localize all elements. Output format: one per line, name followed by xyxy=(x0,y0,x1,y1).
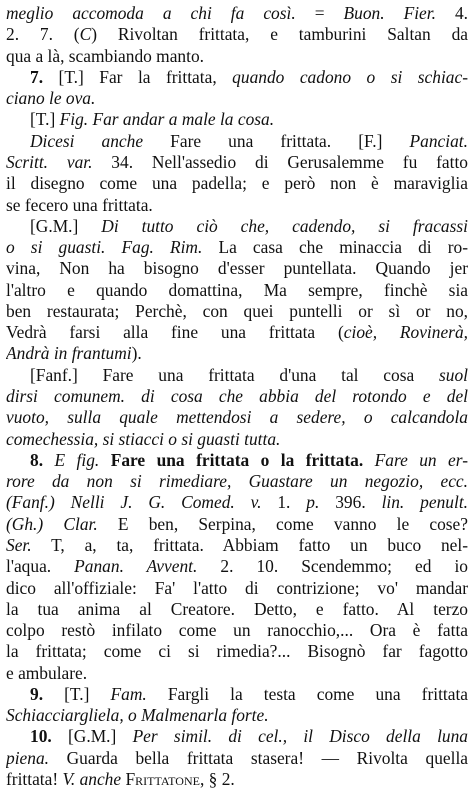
text-run: C xyxy=(79,24,92,44)
text-run: [T.] Far la frittata, xyxy=(58,67,233,87)
text-run: Guarda bella frittata stasera! — Rivolta quella xyxy=(48,748,468,768)
text-run: Panan. Avvent. xyxy=(74,556,198,576)
text-run: Dicesi anche xyxy=(30,131,144,151)
text-run: lin. penult. xyxy=(381,492,468,512)
text-run: E fig. xyxy=(54,450,100,470)
text-run: quando cadono o si schiac- xyxy=(232,67,468,87)
text-line xyxy=(6,87,468,110)
text-line xyxy=(6,534,468,557)
text-run: e ambulare. xyxy=(6,663,88,683)
text-run: , § 2. xyxy=(199,769,235,789)
text-line xyxy=(6,619,468,642)
text-run: cioè, Rovinerà, xyxy=(343,322,468,342)
text-run: suol xyxy=(439,365,468,385)
text-line xyxy=(30,683,468,706)
text-run: Fare un er- xyxy=(363,450,468,470)
text-line xyxy=(6,513,468,536)
text-run: Fare una frittata. [F.] xyxy=(143,131,410,151)
text-run: Ser. xyxy=(6,535,32,555)
text-line xyxy=(6,2,468,25)
text-run xyxy=(235,492,251,512)
text-run: [T.] xyxy=(64,684,111,704)
text-run: dirsi comunem. di cosa che abbia del rotondo e del xyxy=(6,386,468,406)
text-run: 34. Nell'assedio di Gerusalemme fu fatto xyxy=(92,152,468,172)
text-run: Fig. Far andar a male la cosa. xyxy=(59,109,275,129)
text-line xyxy=(6,491,468,514)
text-run: Andrà in frantumi xyxy=(6,343,132,363)
text-run: Per simil. di cel., il Disco della luna xyxy=(132,726,468,746)
text-run: = xyxy=(295,3,344,23)
text-line xyxy=(6,257,468,280)
text-run: [G.M.] xyxy=(30,216,102,236)
text-run: [G.M.] xyxy=(68,726,133,746)
text-run: (Fanf.) Nelli J. G. Comed. xyxy=(6,492,235,512)
text-line xyxy=(30,725,468,748)
text-run: Schiacciargliela, o Malmenarla forte. xyxy=(6,705,269,725)
text-run: Vedrà farsi alla fine una frittata ( xyxy=(6,322,344,342)
text-run: la frittata; come ci si rimedia?... Bisognò far fagotto xyxy=(6,641,468,661)
text-line xyxy=(6,577,468,600)
text-line xyxy=(30,364,468,387)
text-run: o si guasti. Fag. Rim. xyxy=(6,237,203,257)
text-run: 10. xyxy=(30,726,68,746)
text-run: l'aqua. xyxy=(6,556,75,576)
text-line xyxy=(6,151,468,174)
text-run: ciano le ova. xyxy=(6,88,96,108)
text-line xyxy=(6,236,468,259)
text-run: vuoto, sulla quale mettendosi a sedere, o calcandola xyxy=(6,407,468,427)
text-run: 4. xyxy=(435,3,468,23)
text-line xyxy=(6,598,468,621)
text-run: Buon. Fier. xyxy=(343,3,436,23)
text-run: 9. xyxy=(30,684,65,704)
text-line xyxy=(6,747,468,770)
text-run: Frittatone xyxy=(121,769,200,789)
text-run: [T.] xyxy=(30,109,60,129)
text-line xyxy=(6,172,468,195)
text-run: Fargli la testa come una frittata xyxy=(146,684,468,704)
text-line xyxy=(6,385,468,408)
text-run: colpo restò infilato come un ranocchio,... Ora è fatta xyxy=(6,620,468,640)
text-run: E ben, Serpina, come vanno le cose? xyxy=(97,514,468,534)
text-run: 2. 7. ( xyxy=(6,24,80,44)
text-run: rore da non si rimediare, Guastare un negozio, ecc. xyxy=(6,471,468,491)
text-run: se fecero una frittata. xyxy=(6,195,153,215)
text-run: frittata! xyxy=(6,769,63,789)
text-run: il disegno come una padella; e però non è maraviglia xyxy=(6,173,468,193)
text-run: dico all'offiziale: Fa' l'atto di contrizione; vo' mandar xyxy=(6,578,468,598)
text-line xyxy=(6,406,468,429)
text-line xyxy=(6,640,468,663)
text-run: Di tutto ciò che, cadendo, si fracassi xyxy=(101,216,468,236)
text-run: meglio accomoda a chi fa così. xyxy=(6,3,296,23)
text-run: Scritt. var. xyxy=(6,152,93,172)
text-run: qua a là, scambiando manto. xyxy=(6,46,204,66)
text-run: piena. xyxy=(6,748,49,768)
text-line xyxy=(30,66,468,89)
text-run: 396. xyxy=(319,492,382,512)
text-run: la tua anima al Creatore. Detto, e fatto. Al terzo xyxy=(6,599,468,619)
text-line xyxy=(6,342,468,365)
text-line xyxy=(6,45,468,68)
text-line xyxy=(30,215,468,238)
text-run: 8. xyxy=(30,450,55,470)
text-run: 1. xyxy=(261,492,307,512)
text-run: T, a, ta, frittata. Abbiam fatto un buco nel- xyxy=(31,535,468,555)
text-line xyxy=(6,279,468,302)
text-line xyxy=(30,108,468,131)
text-line xyxy=(6,23,468,46)
text-run: [Fanf.] Fare una frittata d'una tal cosa xyxy=(30,365,439,385)
text-run: 7. xyxy=(30,67,59,87)
text-run: La casa che minaccia di ro- xyxy=(202,237,468,257)
text-run: vina, Non ha bisogno d'esser puntellata. Quando jer xyxy=(6,258,468,278)
text-run: p. xyxy=(306,492,320,512)
text-run: comechessia, si stiacci o si guasti tutta. xyxy=(6,429,281,449)
text-line xyxy=(6,300,468,323)
text-line xyxy=(30,130,468,153)
text-line xyxy=(6,768,468,791)
text-line xyxy=(30,449,468,472)
text-line xyxy=(6,428,468,451)
text-run: v. xyxy=(250,492,262,512)
text-run: ) Rivoltan frittata, e tamburini Saltan da xyxy=(91,24,468,44)
text-line xyxy=(6,321,468,344)
text-run: ). xyxy=(131,343,142,363)
text-run: (Gh.) Clar. xyxy=(6,514,98,534)
text-line xyxy=(6,704,468,727)
text-line xyxy=(6,194,468,217)
text-line xyxy=(6,470,468,493)
text-run: ben restaurata; Perchè, con quei puntelli or sì or no, xyxy=(6,301,468,321)
text-run: 2. 10. Scendemmo; ed io xyxy=(197,556,468,576)
text-run: l'altro e quando domattina, Ma sempre, finchè sia xyxy=(6,280,468,300)
text-run: Fare una frittata o la frittata. xyxy=(99,450,364,470)
text-run: Fam. xyxy=(110,684,147,704)
text-run: V. anche xyxy=(62,769,122,789)
text-line xyxy=(6,662,468,685)
text-run: Panciat. xyxy=(409,131,468,151)
text-line xyxy=(6,555,468,578)
